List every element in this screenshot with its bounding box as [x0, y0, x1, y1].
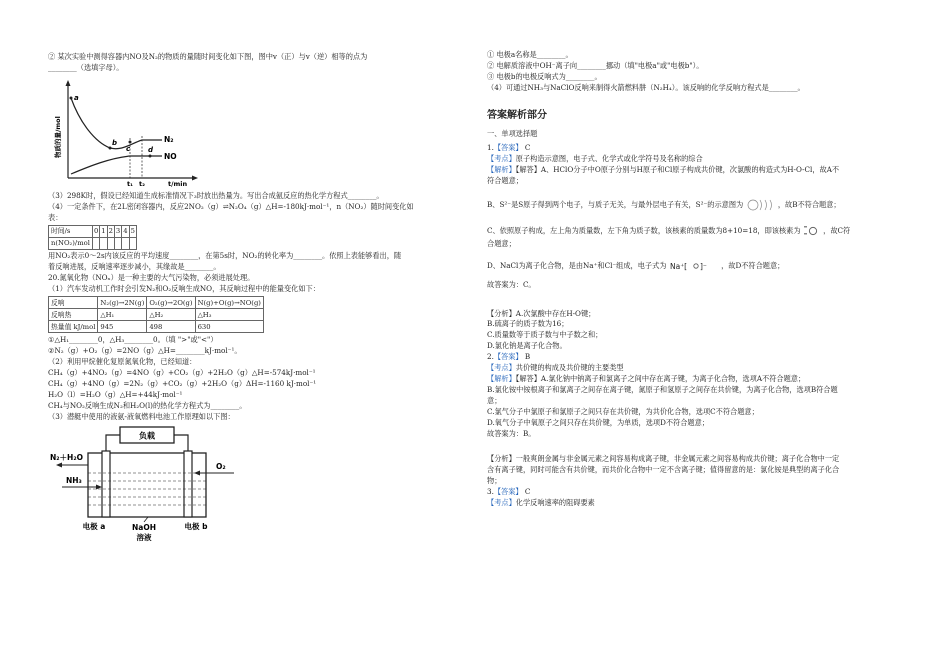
load-label: 负载: [139, 431, 155, 441]
mole-time-graph: [50, 78, 200, 188]
analysis-line: D.氧气分子中氧原子之间只存在共价键，为单质，选项D不符合题意；: [487, 417, 709, 427]
option-c-end: ，故C符: [823, 225, 851, 235]
energy-table: [48, 296, 264, 333]
analysis-line: 意；: [487, 396, 502, 405]
electrode-a-label: 电极 a: [82, 521, 106, 531]
topic-text: 化学反响速率的阻碍要素: [515, 497, 595, 507]
table-cell: △H₂: [147, 309, 195, 321]
fuel-cell-diagram: [48, 425, 238, 543]
sulfide-ion-diagram: [746, 197, 776, 213]
nh3-label: NH₃: [66, 475, 82, 485]
analysis-point-c: C.质量数等于质子数与中子数之和；: [487, 330, 603, 340]
answer-value: C: [522, 486, 531, 496]
table-cell: O₂(g)→2O(g): [147, 297, 195, 309]
option-d-end: ，故D不符合题意；: [721, 260, 785, 270]
q20-part1: （1）汽车发动机工作时会引发N₂和O₂反响生成NO，其反响过程中的能量变化如下：: [48, 283, 320, 293]
table-cell: 3: [114, 225, 121, 237]
analysis-line: C.氯气分子中氯原子和氯原子之间只存在共价键，为共价化合物，选项C不符合题意；: [487, 406, 759, 416]
table-cell: 498: [147, 321, 195, 333]
graph-ylabel: 物质的量/mol: [54, 116, 62, 158]
equation-2: CH₄（g）+4NO（g）=2N₂（g）+CO₂（g）+2H₂O（g）ΔH=-1160 kJ·mol⁻¹: [48, 379, 317, 389]
nacl-electron-formula: [669, 258, 719, 274]
answer-value: B: [522, 352, 531, 362]
solution-label: NaOH: [132, 522, 156, 532]
analysis-text: 【解答】A.氯化钠中钠离子和氯离子之间中存在离子键，为离子化合物，选项A不符合题意；: [515, 374, 806, 384]
answer-value: C: [522, 142, 531, 152]
table-cell: 5: [129, 225, 136, 237]
table-cell: 1: [100, 225, 107, 237]
summary-line: 含有离子键，同时可能含有共价键，而共价化合物中一定不含离子键；值得留意的是：氯化铵是典型的离子化合: [487, 464, 840, 474]
q20-ask: CH₄与NO₂反响生成N₂和H₂O(l)的热化学方程式为________。: [48, 401, 247, 411]
series-n2: N₂: [164, 134, 174, 144]
tick-t1: t₁: [127, 179, 133, 188]
answer-number: 3.: [487, 486, 494, 496]
summary-line: 物；: [487, 475, 502, 485]
right-column: [487, 0, 903, 508]
q20-sub1: ①△H₁________0，△H₃________0。（填 ">"或"<"）: [48, 335, 218, 345]
table-cell: 反响热: [49, 309, 98, 321]
analysis-point-a: 【分析】A.次氯酸中存在H-O键；: [487, 308, 596, 318]
answer-tag: 【答案】: [493, 352, 523, 362]
q-electrode-b: ③ 电极b的电极反响式为________。: [487, 71, 602, 81]
table-cell: N(g)+O(g)→NO(g): [195, 297, 263, 309]
answer-tag: 【答案】: [493, 486, 523, 496]
q-rate-text: 用NO₂表示0～2s内该反应的平均速度________，在第5s时，NO₂的转化率为________。依照上表能够看出，随: [48, 250, 402, 260]
answer-tag: 【答案】: [493, 142, 523, 152]
table-cell: 反响: [49, 297, 98, 309]
analysis-tag: 【解析】: [487, 164, 516, 174]
topic-tag: 【考点】: [487, 497, 516, 507]
option-c-cont: 合题意；: [487, 238, 516, 248]
table-cell: 945: [98, 321, 147, 333]
table-cell: n(NO₂)/mol: [49, 237, 93, 249]
analysis-point-b: B.硫离子的质子数为16；: [487, 319, 569, 329]
option-b-text: B、S²⁻是S原子得到两个电子，与质子无关，与最外层电子有关，S²⁻的示意图为: [487, 199, 744, 209]
point-c: c: [126, 144, 131, 153]
q-part4: （4）一定条件下，在2L密闭容器内，反应2NO₂（g）⇌N₂O₄（g）△H=-180kJ·mol⁻¹，n（NO₂）随时间变化如: [48, 201, 414, 211]
tick-t2: t₂: [139, 179, 145, 188]
q-rate-text-cont: 着反响进展，反响速率逐步减小，其缘故是________。: [48, 261, 221, 271]
q-hydrazine: （4）可通过NH₃与NaClO反响来制得火箭燃料肼（N₂H₄）。该反响的化学反响方程式是________。: [487, 82, 805, 92]
equation-3: H₂O（l）=H₂O（g）△H=+44kJ·mol⁻¹: [48, 390, 183, 400]
table-cell: 2: [107, 225, 114, 237]
summary-line: 【分析】一般爽朗金属与非金属元素之间容易构成离子键，非金属元素之间容易构成共价键；离子化合物中一定: [487, 453, 840, 463]
answer-section-title: 答案解析部分: [487, 109, 547, 121]
q20-part3: （3）潜艇中使用的液氨-液氧燃料电池工作原理如以下图：: [48, 412, 235, 421]
q20-sub2: ②N₂（g）+O₂（g）=2NO（g）△H=________kJ·mol⁻¹。: [48, 346, 242, 356]
option-b-end: ，故B不符合题意；: [777, 199, 841, 209]
table-cell: △H₃: [195, 309, 263, 321]
analysis-line: B.氯化铵中铵根离子和氯离子之间存在离子键，氮原子和氢原子之间存在共价键，为离子化合物，选项B符合题: [487, 385, 838, 395]
point-a: a: [74, 93, 79, 102]
output-label: N₂＋H₂O: [50, 452, 83, 462]
q20-part2: （2）利用甲烷催化复原氮氧化物，已经知道：: [48, 357, 197, 367]
q-part2-blank: ________（选填字母）。: [48, 62, 124, 72]
answer-number: 2.: [487, 352, 494, 362]
q-part4-cont: 表：: [48, 212, 63, 222]
graph-curve-no: [71, 156, 162, 174]
svg-text:Na⁺[: Na⁺[: [669, 261, 687, 271]
left-column: [48, 0, 466, 543]
q-oh-migration: ② 电解质溶液中OH⁻离子向________挪动（填"电极a"或"电极b"）。: [487, 60, 704, 70]
o2-label: O₂: [216, 461, 226, 471]
answer-summary-1: 故答案为：C。: [487, 279, 536, 289]
q20-title: 20.氮氧化物（NOₓ）是一种主要的大气污染物，必须进展处理。: [48, 272, 255, 282]
analysis-tag: 【解析】: [487, 374, 516, 384]
point-b: b: [112, 138, 118, 147]
no2-time-table: [48, 225, 137, 250]
answer-summary-2: 故答案为：B。: [487, 428, 536, 438]
option-c-text: C、依照原子构成，左上角为质量数，左下角为质子数，该核素的质量数为8+10=18，即该核素为: [487, 225, 801, 235]
analysis-point-d: D.氯化钠是离子化合物。: [487, 341, 567, 351]
q-part3: （3）298K时，假设已经知道生成标准情况下₃时放出热量为。写出合成氨反应的热化学方程式________。: [48, 190, 384, 200]
table-cell: 0: [92, 225, 99, 237]
graph-xlabel: t/min: [168, 179, 188, 188]
answer-number: 1.: [487, 142, 494, 152]
section-label: 一、单项选择题: [487, 128, 538, 138]
solution-label-2: 溶液: [136, 532, 152, 542]
option-d-text: D、NaCl为离子化合物，是由Na⁺和Cl⁻组成，电子式为: [487, 260, 667, 270]
point-d: d: [148, 145, 154, 154]
topic-text: 原子构造示意图，电子式、化学式或化学符号及名称的综合: [515, 153, 703, 163]
analysis-cont: 符合题意；: [487, 175, 523, 185]
q-part2-text: ② 某次实验中测得容器内NO及N₂的物质的量随时间变化如下图，图中v（正）与v（逆）相等的点为: [48, 52, 368, 61]
oxygen-isotope-symbol: [803, 223, 821, 239]
topic-tag: 【考点】: [487, 153, 516, 163]
topic-tag: 【考点】: [487, 363, 516, 373]
table-cell: N₂(g)→2N(g): [98, 297, 147, 309]
topic-text: 共价键的构成及共价键的主要类型: [515, 363, 624, 373]
analysis-text: 【解答】A、HClO分子中O原子分别与H原子和Cl原子构成共价键，次氯酸的构造式为H-O-Cl，故A不: [515, 164, 840, 174]
table-cell: 热量值 kJ/mol: [49, 321, 98, 333]
svg-text:]⁻: ]⁻: [699, 261, 707, 271]
q-electrode-a: ① 电极a名称是________。: [487, 50, 573, 59]
electrode-b-label: 电极 b: [184, 521, 208, 531]
table-cell: △H₁: [98, 309, 147, 321]
table-cell: 4: [122, 225, 129, 237]
table-cell: 630: [195, 321, 263, 333]
table-cell: 时间/s: [49, 225, 93, 237]
series-no: NO: [164, 151, 177, 161]
equation-1: CH₄（g）+4NO₂（g）=4NO（g）+CO₂（g）+2H₂O（g）△H=-574kJ·mol⁻¹: [48, 368, 316, 378]
